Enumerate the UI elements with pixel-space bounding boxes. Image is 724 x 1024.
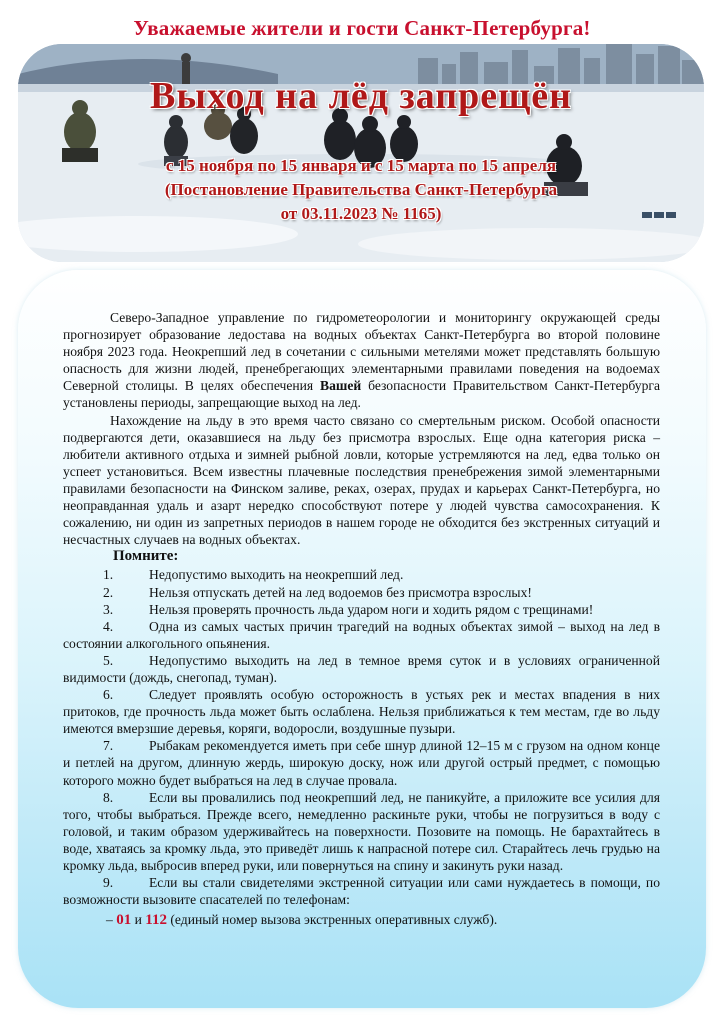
list-item-text: Если вы стали свидетелями экстренной ситуации или сами нуждаетесь в помощи, по возможности вызовите спасателей по телефонам: [63, 875, 660, 908]
list-item-number: 3. [103, 601, 114, 617]
list-item [63, 652, 660, 686]
danger-paragraph: Нахождение на льду в это время часто связано со смертельным риском. Особой опасности подвергаются дети, оказавшиеся на льду без присмотра взрослых. Еще одна категория риска – любители активного отдыха и зимней рыбной ловли, которые устремляются на лед, едва только он успеет установиться. Всем известны плачевные последствия пренебрежения зимой элементарными правилами безопасности на Финском заливе, реках, озерах, прудах и карьерах Санкт-Петербурга, но неоправданная удаль и азарт нередко способствуют потере у людей чувства самосохранения. К сожалению, ни один из запретных периодов в нашем городе не обходится без экстренных ситуаций и несчастных случаев на водных объектах. [63, 412, 660, 548]
list-item-number: 7. [103, 738, 114, 754]
list-item [63, 584, 660, 601]
intro-text-1: Северо-Западное управление по гидрометеорологии и мониторингу окружающей среды прогнозирует образование ледостава на водных объектах Санкт-Петербурга во второй половине ноября 2023 года. Неокрепший лед в сочетании с сильными метелями может представлять большую опасность для жизни людей, пренебрегающих элементарными правилами поведения на водоемах Северной столицы. В целях обеспечения [63, 310, 660, 394]
banner-period: с 15 ноября по 15 января и с 15 марта по 15 апреля [165, 156, 557, 175]
remember-heading: Помните: [113, 548, 179, 565]
banner-decree-line-1: (Постановление Правительства Санкт-Петербурга [164, 180, 558, 199]
phones-note: (единый номер вызова экстренных оперативных служб). [170, 912, 498, 928]
intro-paragraph [63, 309, 660, 412]
list-item-text: Рыбакам рекомендуется иметь при себе шнур длиной 12–15 м с грузом на одном конце и петлей на другом, длинную жердь, широкую доску, нож или другой острый предмет, с помощью которого можно будет выбраться на лед в случае провала. [63, 738, 660, 788]
list-item-number: 2. [103, 584, 114, 600]
banner-title: Выход на лёд запрещён [149, 75, 572, 117]
list-item [63, 601, 660, 618]
list-item-number: 5. [103, 652, 114, 668]
phones-conjunction: и [134, 912, 142, 928]
list-item [63, 618, 660, 652]
phones-dash: – [106, 912, 113, 928]
list-item-number: 8. [103, 789, 114, 805]
warning-banner [18, 44, 704, 262]
notice-body [63, 309, 660, 929]
list-item-text: Одна из самых частых причин трагедий на водных объектах зимой – выход на лед в состоянии алкогольного опьянения. [63, 618, 660, 651]
list-item-text: Недопустимо выходить на лед в темное время суток и в условиях ограниченной видимости (дождь, снегопад, туман). [63, 652, 660, 685]
list-item-text: Недопустимо выходить на неокрепший лед. [149, 567, 404, 583]
list-item-number: 9. [103, 875, 114, 891]
phone-number-01: 01 [116, 912, 132, 929]
phone-number-112: 112 [145, 912, 167, 929]
intro-bold-text: Вашей [320, 378, 362, 394]
intro-text-2: безопасности Правительством Санкт-Петербурга установлены периоды, запрещающие выход на лед. [63, 378, 661, 411]
list-item-number: 4. [103, 618, 114, 634]
banner-decree-line-2: от 03.11.2023 № 1165) [280, 204, 442, 223]
list-item [63, 789, 660, 874]
list-item-number: 1. [103, 567, 114, 583]
list-item-text: Нельзя отпускать детей на лед водоемов без присмотра взрослых! [149, 584, 532, 600]
list-item-number: 6. [103, 687, 114, 703]
list-item-text: Следует проявлять особую осторожность в устьях рек и местах впадения в них притоков, где прочность льда может быть ослаблена. Нельзя приближаться к тем местам, где во льду имеются вмерзшие деревья, коряги, водоросли, воздушные пузыри. [63, 687, 660, 737]
list-item [63, 686, 660, 737]
emergency-phones [63, 911, 660, 929]
list-item [63, 874, 660, 908]
list-item-text: Нельзя проверять прочность льда ударом ноги и ходить рядом с трещинами! [149, 601, 594, 617]
list-item [63, 737, 660, 788]
list-item [63, 566, 660, 583]
page-title: Уважаемые жители и гости Санкт-Петербурга! [133, 16, 591, 40]
list-item-text: Если вы провалились под неокрепший лед, не паникуйте, а приложите все усилия для того, чтобы выбраться. Прежде всего, немедленно раскиньте руки, чтобы не погрузиться в воду с головой, и таким образом удерживайтесь на поверхности. Позовите на помощь. Не барахтайтесь в воде, хватаясь за кромку льда, это приведёт лишь к напрасной потере сил. Старайтесь лечь грудью на кромку льда, выбросив вперед руки, или повернуться на спину и закинуть руки назад. [63, 789, 660, 873]
